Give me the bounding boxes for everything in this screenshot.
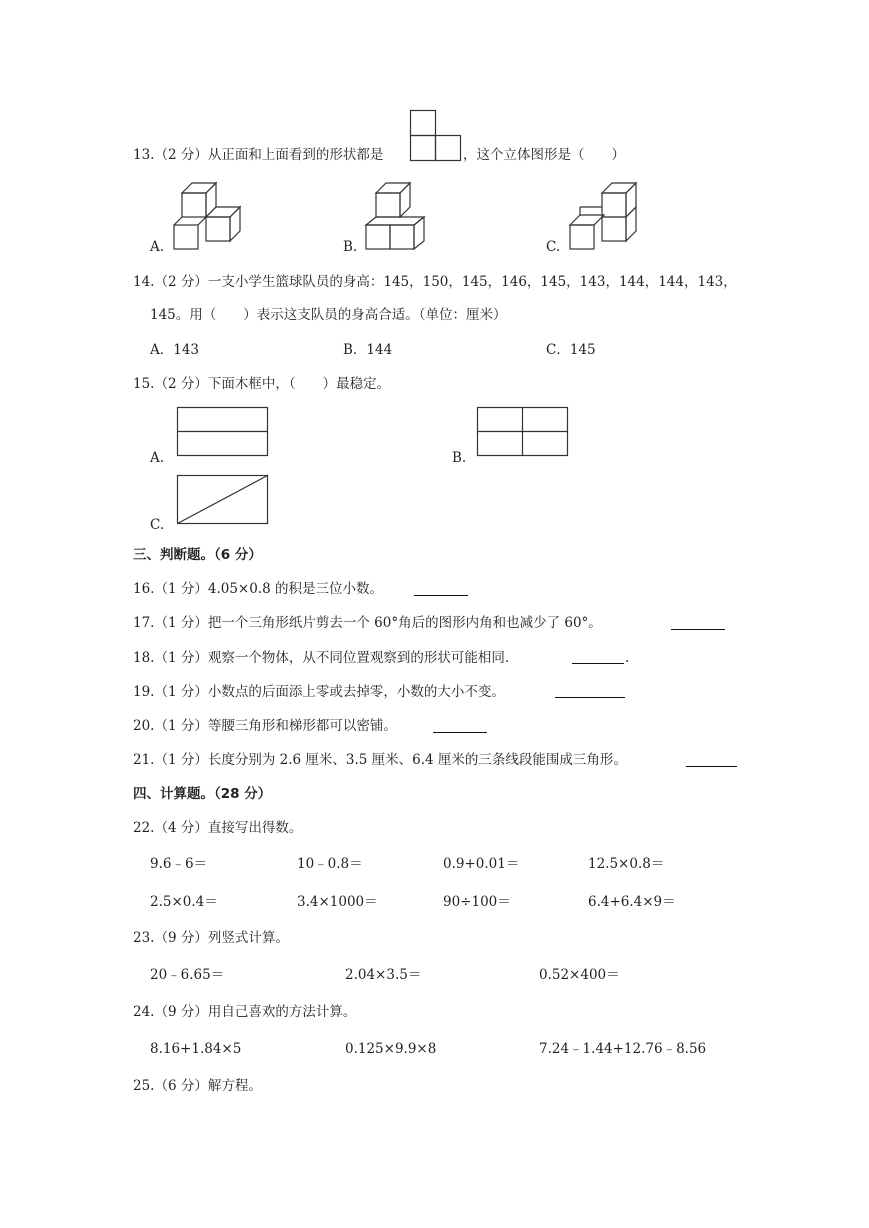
q16-answer-blank[interactable] xyxy=(414,595,468,596)
q22-item: 90÷100＝ xyxy=(443,894,511,910)
q13-option-a-label[interactable]: A. xyxy=(150,239,165,255)
q17-text: 17.（1 分）把一个三角形纸片剪去一个 60°角后的图形内角和也减少了 60°。 xyxy=(133,615,602,631)
q13-option-c-label[interactable]: C. xyxy=(546,239,561,255)
q15-option-c-frame xyxy=(177,475,269,525)
q23-stem: 23.（9 分）列竖式计算。 xyxy=(133,930,289,946)
q23-item: 0.52×400＝ xyxy=(539,967,620,983)
section4-title: 四、计算题。（28 分） xyxy=(133,786,272,802)
q15-stem: 15.（2 分）下面木框中，（ ）最稳定。 xyxy=(133,376,391,392)
q13-view-figure xyxy=(410,110,462,162)
q22-item: 6.4+6.4×9＝ xyxy=(588,894,676,910)
q18-text: 18.（1 分）观察一个物体，从不同位置观察到的形状可能相同． xyxy=(133,650,519,666)
q14-option-a[interactable]: A．143 xyxy=(150,342,200,358)
q21-answer-blank[interactable] xyxy=(686,766,737,767)
q13-option-c-cubes xyxy=(570,183,640,251)
q15-option-c-label[interactable]: C. xyxy=(150,517,165,533)
q22-item: 12.5×0.8＝ xyxy=(588,856,665,872)
q18-answer-blank[interactable] xyxy=(572,663,624,664)
q22-item: 2.5×0.4＝ xyxy=(150,894,218,910)
q16-text: 16.（1 分）4.05×0.8 的积是三位小数。 xyxy=(133,581,383,597)
q24-item: 7.24﹣1.44+12.76﹣8.56 xyxy=(539,1041,707,1057)
q22-stem: 22.（4 分）直接写出得数。 xyxy=(133,820,303,836)
q22-item: 9.6﹣6＝ xyxy=(150,856,208,872)
q13-option-b-label[interactable]: B. xyxy=(343,239,358,255)
q13-option-b-cubes xyxy=(366,183,430,251)
q14-stem-line1: 14.（2 分）一支小学生篮球队员的身高：145，150，145，146，145，143，144，144，143， xyxy=(133,274,737,290)
q13-stem-before: 13.（2 分）从正面和上面看到的形状都是 xyxy=(133,147,384,163)
q24-item: 0.125×9.9×8 xyxy=(345,1041,437,1057)
q24-stem: 24.（9 分）用自己喜欢的方法计算。 xyxy=(133,1004,357,1020)
q22-item: 3.4×1000＝ xyxy=(297,894,378,910)
q22-item: 0.9+0.01＝ xyxy=(443,856,520,872)
q14-stem-line2: 145。用（ ）表示这支队员的身高合适。（单位：厘米） xyxy=(150,307,507,323)
q13-stem-after: ，这个立体图形是（ ） xyxy=(463,147,625,163)
q13-option-a-cubes xyxy=(174,183,244,251)
q15-option-b-label[interactable]: B. xyxy=(452,450,467,466)
q14-option-c[interactable]: C．145 xyxy=(546,342,596,358)
q19-text: 19.（1 分）小数点的后面添上零或去掉零，小数的大小不变。 xyxy=(133,684,505,700)
q15-option-a-frame xyxy=(177,407,269,457)
q21-text: 21.（1 分）长度分别为 2.6 厘米、3.5 厘米、6.4 厘米的三条线段能围成三角形。 xyxy=(133,752,627,768)
q23-item: 20﹣6.65＝ xyxy=(150,967,225,983)
q20-answer-blank[interactable] xyxy=(433,732,487,733)
section3-title: 三、判断题。（6 分） xyxy=(133,547,262,563)
q24-item: 8.16+1.84×5 xyxy=(150,1041,242,1057)
q19-answer-blank[interactable] xyxy=(555,697,625,698)
q20-text: 20.（1 分）等腰三角形和梯形都可以密铺。 xyxy=(133,718,397,734)
q23-item: 2.04×3.5＝ xyxy=(345,967,422,983)
q14-option-b[interactable]: B．144 xyxy=(343,342,393,358)
q18-end-period: . xyxy=(625,650,630,666)
q15-option-b-frame xyxy=(477,407,569,457)
q17-answer-blank[interactable] xyxy=(671,629,725,630)
q15-option-a-label[interactable]: A. xyxy=(150,450,165,466)
q22-item: 10﹣0.8＝ xyxy=(297,856,363,872)
q25-stem: 25.（6 分）解方程。 xyxy=(133,1078,262,1094)
